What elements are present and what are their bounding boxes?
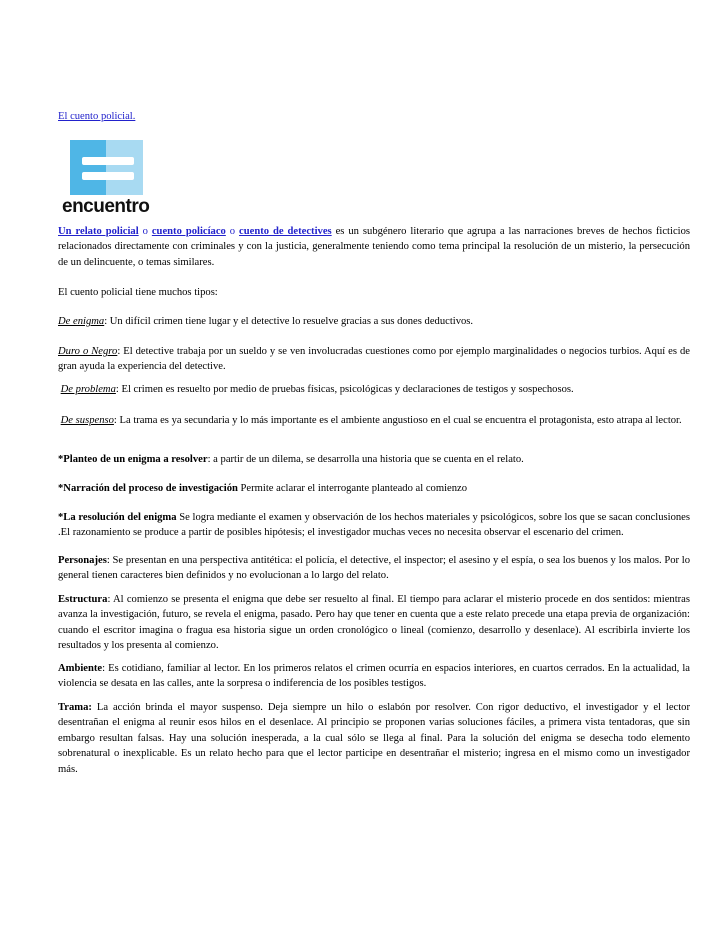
logo-wordmark: encuentro bbox=[62, 196, 150, 217]
caracteristica-estructura bbox=[58, 592, 690, 654]
intro-paragraph bbox=[58, 224, 690, 270]
caracteristica-text: : Se presentan en una perspectiva antitética: el policía, el detective, el inspector; el asesino y el espía, o sea los buenos y los malos. Por lo general tienen caracteres bien definidos y no evolucionan a lo largo del relato. bbox=[58, 555, 690, 582]
parte-text: Se logra mediante el examen y observación de los hechos materiales y psicológicos, sobre los que se sacan conclusiones .El razonamiento se produce a partir de posibles hipótesis; el investigador muchas veces no necesita observar el escenario del crimen. bbox=[58, 512, 691, 539]
tipo-name: Duro o Negro bbox=[58, 346, 118, 357]
link-relato-policial[interactable]: Un relato policial bbox=[58, 226, 139, 237]
caracteristica-name: Estructura bbox=[58, 594, 108, 605]
caracteristica-name: Personajes bbox=[58, 555, 107, 566]
caracteristica-text: La acción brinda el mayor suspenso. Deja siempre un hilo o eslabón por resolver. Con rigor deductivo, el investigador y el lector desentrañan el enigma al reunir esos hilos en el desenlace. Al principio se proponen varias soluciones fáciles, a primera vista tentadoras, que sin embargo resultan falsas. Hay una solución inesperada, a la cual sólo se llega al final. Para la solución del enigma se desecha todo elemento sobrenatural o inexplicable. Es un relato hecho para que el lector participe en desentrañar el misterio; ingresa en el mismo como un investigador más. bbox=[58, 702, 690, 775]
parte-name: *Narración del proceso de investigación bbox=[58, 483, 238, 494]
intro-text: es un subgénero literario que agrupa a las narraciones breves de hechos ficticios relacionados directamente con criminales y con la justicia, generalmente teniendo como tema principal la resolución de un misterio, la persecución de un delincuente, o temas similares. bbox=[58, 226, 691, 268]
parte-text: : a partir de un dilema, se desarrolla una historia que se cuenta en el relato. bbox=[207, 454, 524, 465]
encuentro-logo bbox=[62, 140, 158, 218]
tipo-text: : El detective trabaja por un sueldo y se ven involucradas cuestiones como por ejemplo marginalidades o negocios turbios. Aquí es de gran ayuda la experiencia del detective. bbox=[58, 346, 690, 373]
tipo-problema bbox=[58, 382, 690, 397]
link-cuento-detectives[interactable]: cuento de detectives bbox=[239, 226, 332, 237]
caracteristica-personajes bbox=[58, 553, 690, 584]
tipo-text: : La trama es ya secundaria y lo más importante es el ambiente angustioso en el cual se encuentra el protagonista, esto atrapa al lector. bbox=[113, 415, 682, 426]
logo-box-light-half bbox=[106, 140, 143, 195]
link-cuento-policiaco[interactable]: cuento policíaco bbox=[151, 226, 226, 237]
parte-name: *La resolución del enigma bbox=[58, 512, 177, 523]
parte-text: Permite aclarar el interrogante planteado al comienzo bbox=[237, 483, 468, 494]
intro-sep-2: o bbox=[225, 226, 240, 237]
tipo-name: De enigma bbox=[58, 316, 105, 327]
caracteristica-name: Trama: bbox=[58, 702, 92, 713]
tipo-text: : El crimen es resuelto por medio de pruebas físicas, psicológicas y declaraciones de testigos y sospechosos. bbox=[115, 384, 574, 395]
logo-stripe-top bbox=[82, 157, 134, 165]
tipo-name: De problema bbox=[60, 384, 116, 395]
tipos-intro: El cuento policial tiene muchos tipos: bbox=[58, 287, 218, 298]
tipo-name: De suspenso bbox=[60, 415, 114, 426]
caracteristica-trama bbox=[58, 700, 690, 777]
tipo-suspenso bbox=[58, 413, 690, 428]
parte-name: *Planteo de un enigma a resolver bbox=[58, 454, 208, 465]
tipo-duro-negro bbox=[58, 344, 690, 375]
parte-planteo bbox=[58, 452, 690, 467]
parte-resolucion bbox=[58, 510, 690, 541]
logo-stripe-bottom bbox=[82, 172, 134, 180]
caracteristica-ambiente bbox=[58, 661, 690, 692]
caracteristica-name: Ambiente bbox=[58, 663, 103, 674]
tipo-text: : Un difícil crimen tiene lugar y el detective lo resuelve gracias a sus dones deductivos. bbox=[104, 316, 474, 327]
caracteristica-text: : Es cotidiano, familiar al lector. En los primeros relatos el crimen ocurría en espacios interiores, en cuartos cerrados. En la actualidad, la violencia se desata en las calles, ante la sorpresa o indiferencia de los posibles testigos. bbox=[58, 663, 690, 690]
caracteristica-text: : Al comienzo se presenta el enigma que debe ser resuelto al final. El tiempo para aclarar el misterio procede en dos sentidos: mientras avanza la investigación, futuro, se revela el enigma, pasado. Pero hay que tener en cuenta que a este relato precede una etapa previa de organización: cuando el escritor imagina o fragua esa historia sigue un orden cronológico o lineal (comienzo, desarrollo y desenlace). Al escribirla invierte los resultados y los presenta al comienzo. bbox=[58, 594, 690, 652]
intro-sep-1: o bbox=[138, 226, 152, 237]
document-title-link[interactable]: El cuento policial. bbox=[58, 111, 136, 122]
tipo-enigma bbox=[58, 314, 690, 329]
parte-narracion bbox=[58, 481, 690, 496]
